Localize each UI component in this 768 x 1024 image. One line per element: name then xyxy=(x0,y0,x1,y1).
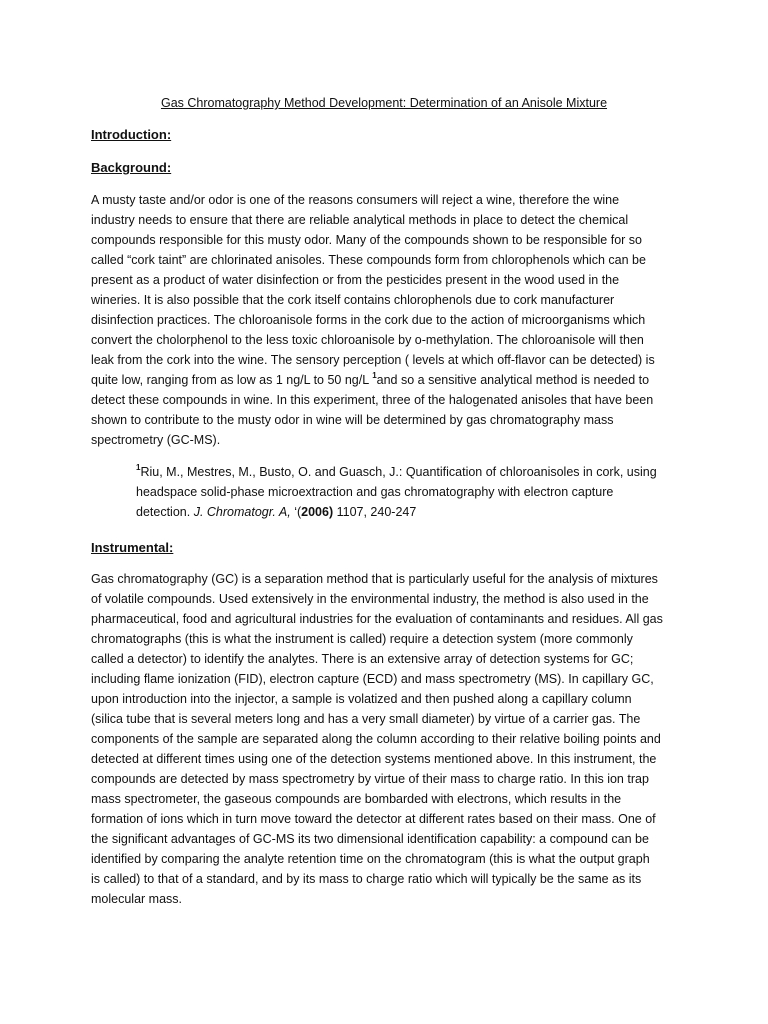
paragraph-line: spectrometry (GC-MS). xyxy=(91,433,221,447)
paragraph-line: of volatile compounds. Used extensively in the environmental industry, the method is also used in the xyxy=(91,592,649,606)
reference-text: Riu, M., Mestres, M., Busto, O. and Guasch, J.: Quantification of chloroanisoles in cork, using xyxy=(140,465,657,479)
line-text: quite low, ranging from as low as 1 ng/L to 50 ng/L xyxy=(91,373,373,387)
paragraph-line: industry needs to ensure that there are reliable analytical methods in place to detect the chemical xyxy=(91,213,629,227)
paragraph-line: present as a product of water disinfection or from the pesticides present in the wood used in the xyxy=(91,273,620,287)
reference-superscript: 1 xyxy=(136,462,141,472)
reference-line: headspace solid-phase microextraction and gas chromatography with electron capture xyxy=(136,485,614,499)
paragraph-line: leak from the cork into the wine. The sensory perception ( levels at which off-flavor can be detected) is xyxy=(91,353,655,367)
paragraph-line: is called) to that of a standard, and by its mass to charge ratio which will typically be the same as its xyxy=(91,872,642,886)
paragraph-line: pharmaceutical, food and agricultural industries for the evaluation of contaminants and residues. All gas xyxy=(91,612,663,626)
reference-text: detection. xyxy=(136,505,194,519)
reference-citation xyxy=(136,462,676,522)
paragraph-line: wineries. It is also possible that the cork itself contains chlorophenols due to cork manufacturer xyxy=(91,293,615,307)
reference-line xyxy=(136,462,676,482)
background-heading: Background: xyxy=(91,160,172,175)
paragraph-line: A musty taste and/or odor is one of the reasons consumers will reject a wine, therefore the wine xyxy=(91,193,620,207)
reference-text: ‘( xyxy=(290,505,302,519)
instrumental-heading: Instrumental: xyxy=(91,540,174,555)
paragraph-line: (silica tube that is several meters long and has a very small diameter) by virtue of a carrier gas. The xyxy=(91,712,641,726)
journal-name: J. Chromatogr. A, xyxy=(193,505,291,519)
instrumental-paragraph xyxy=(91,569,691,909)
paragraph-line: detect these compounds in wine. In this experiment, three of the halogenated anisoles that have been xyxy=(91,393,654,407)
paragraph-line: called a detector) to identify the analytes. There is an extensive array of detection systems for GC; xyxy=(91,652,634,666)
paragraph-line: chromatographs (this is what the instrument is called) require a detection system (more commonly xyxy=(91,632,633,646)
paragraph-line: components of the sample are separated along the column according to their relative boiling points and xyxy=(91,732,661,746)
line-text: and so a sensitive analytical method is needed to xyxy=(376,373,650,387)
reference-year: 2006) xyxy=(301,505,334,519)
paragraph-line: compounds are detected by mass spectrometry by virtue of their mass to charge ratio. In this ion trap xyxy=(91,772,649,786)
reference-line xyxy=(136,502,676,522)
paragraph-line: compounds responsible for this musty odor. Many of the compounds shown to be responsible for so xyxy=(91,233,642,247)
paragraph-line: called “cork taint” are chlorinated anisoles. These compounds form from chlorophenols which can be xyxy=(91,253,646,267)
reference-text: 1107, 240-247 xyxy=(333,505,417,519)
paragraph-line: identified by comparing the analyte retention time on the chromatogram (this is what the output graph xyxy=(91,852,650,866)
document-title: Gas Chromatography Method Development: Determination of an Anisole Mixture xyxy=(160,96,608,110)
paragraph-line xyxy=(91,370,691,390)
paragraph-line: Gas chromatography (GC) is a separation method that is particularly useful for the analysis of mixtures xyxy=(91,572,658,586)
paragraph-line: upon introduction into the injector, a sample is volatized and then pushed along a capillary column xyxy=(91,692,632,706)
paragraph-line: convert the cholorphenol to the less toxic chloroanisole by o-methylation. The chloroanisole will then xyxy=(91,333,644,347)
introduction-heading: Introduction: xyxy=(91,127,172,142)
paragraph-line: formation of ions which in turn move toward the detector at different rates based on their mass. One of xyxy=(91,812,656,826)
paragraph-line: molecular mass. xyxy=(91,892,182,906)
paragraph-line: the significant advantages of GC-MS its two dimensional identification capability: a compound can be xyxy=(91,832,649,846)
paragraph-line: mass spectrometer, the gaseous compounds are bombarded with electrons, which results in the xyxy=(91,792,622,806)
background-paragraph xyxy=(91,190,691,450)
paragraph-line: shown to contribute to the musty odor in wine will be determined by gas chromatography mass xyxy=(91,413,614,427)
citation-superscript: 1 xyxy=(372,370,377,380)
paragraph-line: including flame ionization (FID), electron capture (ECD) and mass spectrometry (MS). In capillary GC, xyxy=(91,672,654,686)
paragraph-line: detected at different times using one of the detection systems mentioned above. In this instrument, the xyxy=(91,752,657,766)
paragraph-line: disinfection practices. The chloroanisole forms in the cork due to the action of microorganisms which xyxy=(91,313,646,327)
